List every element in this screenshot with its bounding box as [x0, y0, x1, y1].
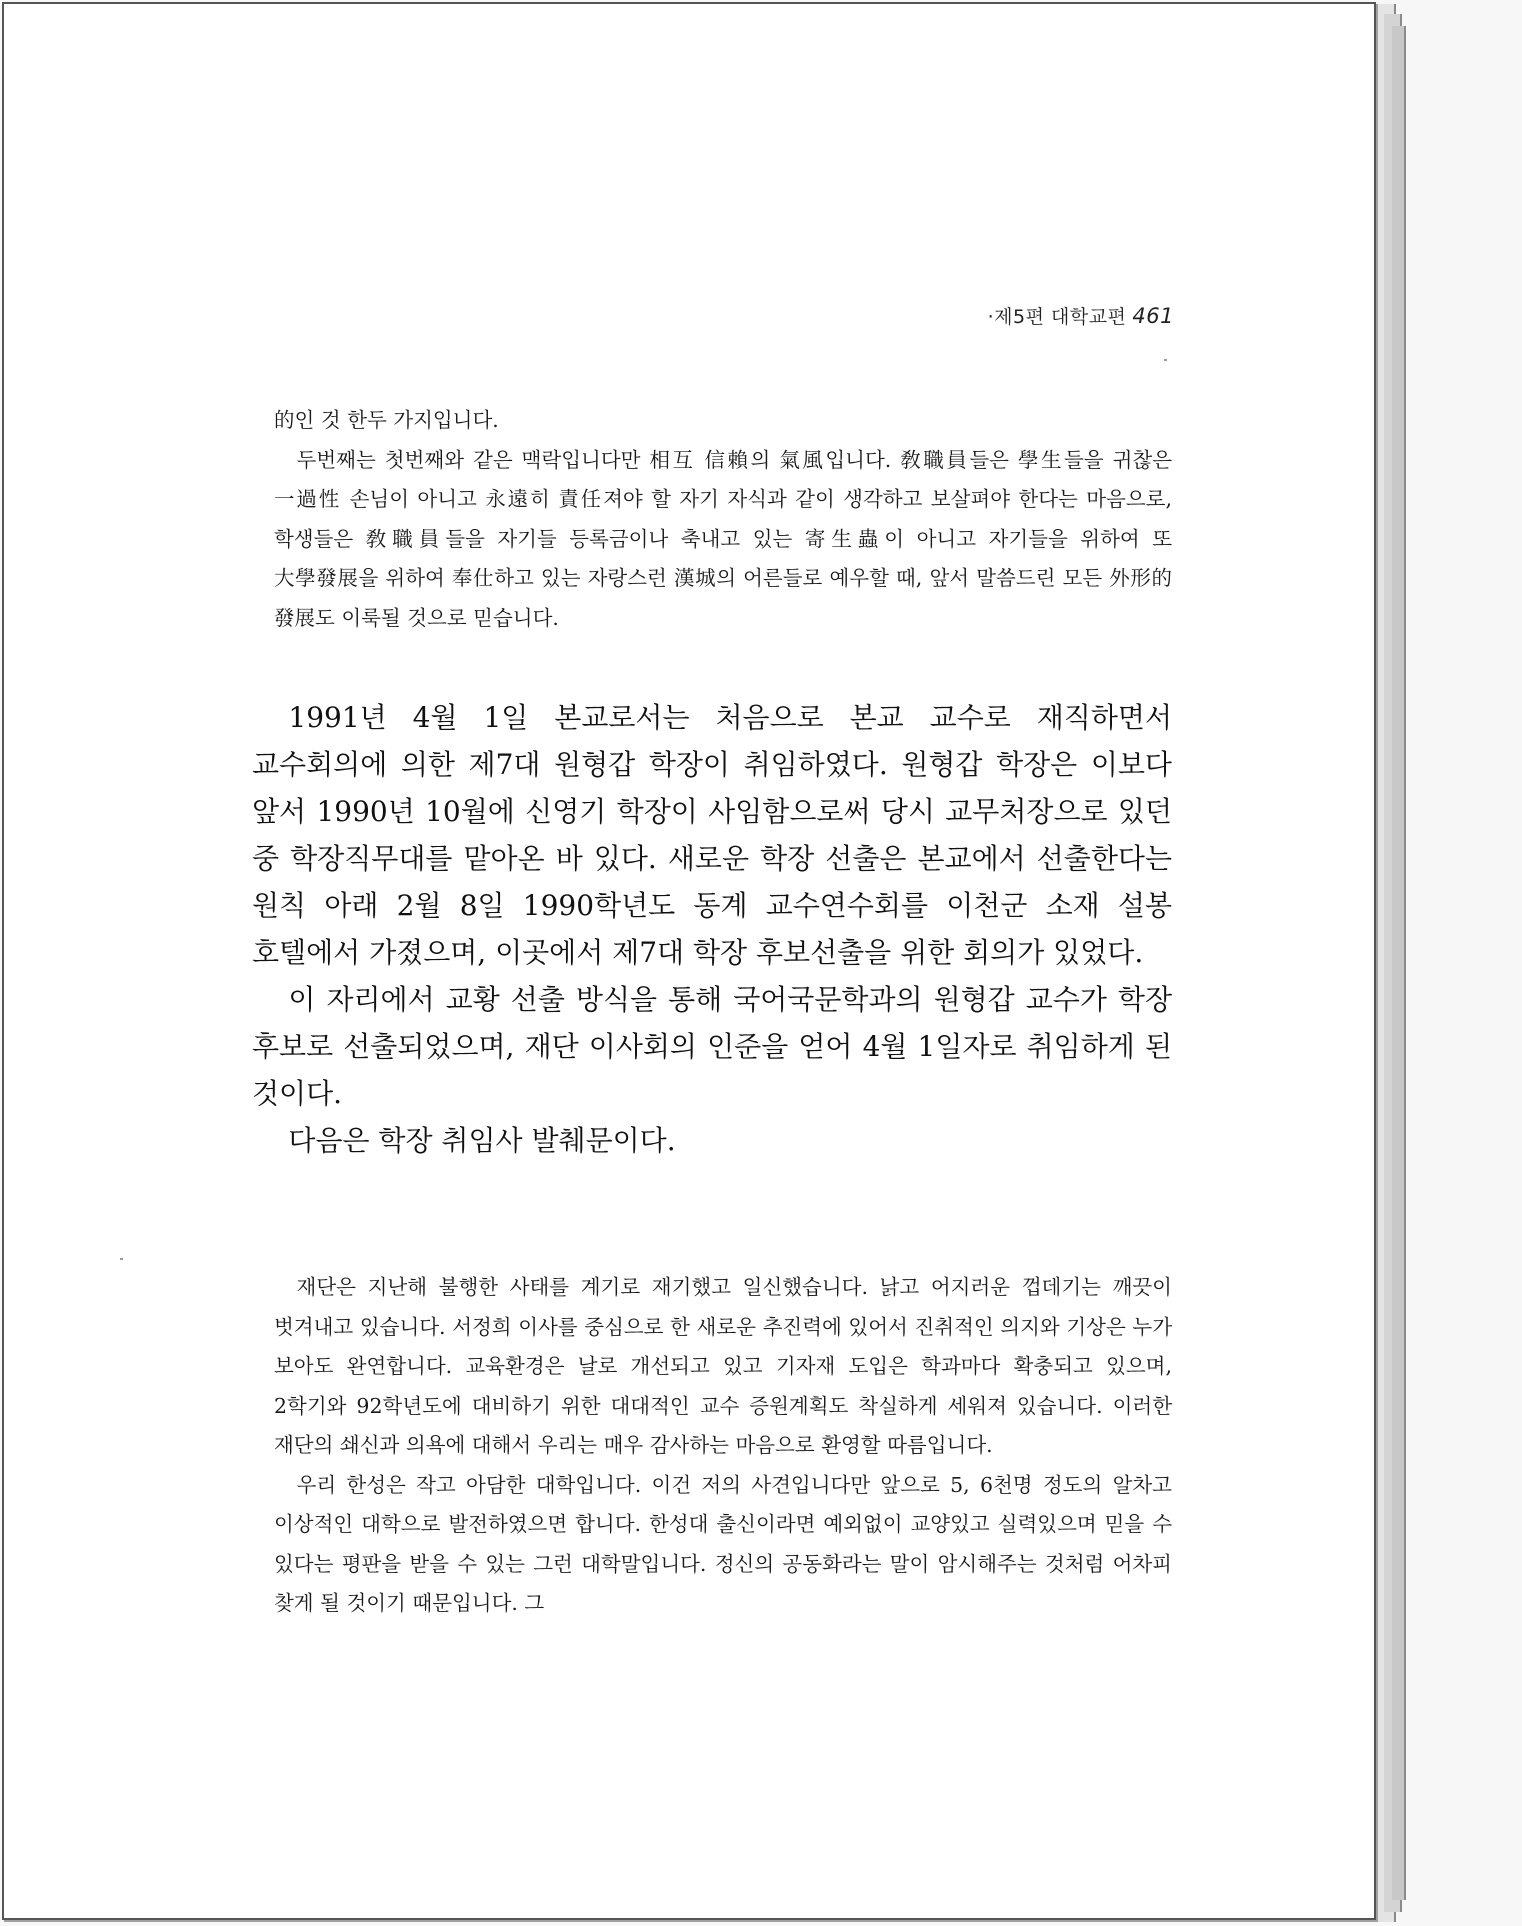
body-paragraph: 이 자리에서 교황 선출 방식을 통해 국어국문학과의 원형갑 교수가 학장 후보로 선출되었으며, 재단 이사회의 인준을 얻어 4월 1일자로 취임하게 된 것이다.	[252, 983, 1172, 1110]
quote-paragraph: 재단은 지난해 불행한 사태를 계기로 재기했고 일신했습니다. 낡고 어지러운 껍데기는 깨끗이 벗겨내고 있습니다. 서정희 이사를 중심으로 한 새로운 추진력에 있어서 진취적인 의지와 기상은 누가 보아도 완연합니다. 교육환경은 날로 개선되고 있고 기자재 도입은 학과마다 확충되고 있으며, 2학기와 92학년도에 대비하기 위한 대대적인 교수 증원계획도 착실하게 세워져 있습니다. 이러한 재단의 쇄신과 의욕에 대해서 우리는 매우 감사하는 마음으로 환영할 따름입니다.	[274, 1275, 1172, 1457]
quote-block-bottom	[274, 1268, 1172, 1624]
quote-paragraph: 우리 한성은 작고 아담한 대학입니다. 이건 저의 사견입니다만 앞으로 5, 6천명 정도의 알차고 이상적인 대학으로 발전하였으면 합니다. 한성대 출신이라면 예외없이 교양있고 실력있으며 믿을 수 있다는 평판을 받을 수 있는 그런 대학말입니다. 정신의 공동화라는 말이 암시해주는 것처럼 어차피 찾게 될 것이기 때문입니다. 그	[274, 1472, 1172, 1615]
page-sheet	[2, 2, 1376, 1920]
running-header	[924, 302, 1174, 329]
body-paragraph: 1991년 4월 1일 본교로서는 처음으로 본교 교수로 재직하면서 교수회의에 의한 제7대 원형갑 학장이 취임하였다. 원형갑 학장은 이보다 앞서 1990년 10월에 신영기 학장이 사임함으로써 당시 교무처장으로 있던 중 학장직무대를 맡아온 바 있다. 새로운 학장 선출은 본교에서 선출한다는 원칙 아래 2월 8일 1990학년도 동계 교수연수회를 이천군 소재 설봉 호텔에서 가졌으며, 이곳에서 제7대 학장 후보선출을 위한 회의가 있었다.	[252, 701, 1172, 969]
quote-paragraph: 두번째는 첫번째와 같은 맥락입니다만 相互 信賴의 氣風입니다. 敎職員들은 學生들을 귀찮은 一過性 손님이 아니고 永遠히 責任져야 할 자기 자식과 같이 생각하고 보살펴야 한다는 마음으로, 학생들은 敎職員들을 자기들 등록금이나 축내고 있는 寄生蟲이 아니고 자기들을 위하여 또 大學發展을 위하여 奉仕하고 있는 자랑스런 漢城의 어른들로 예우할 때, 앞서 말씀드린 모든 外形的 發展도 이룩될 것으로 믿습니다.	[274, 447, 1172, 630]
scan-speck	[1164, 359, 1167, 361]
scan-speck	[120, 1258, 123, 1260]
quote-paragraph: 的인 것 한두 가지입니다.	[274, 408, 499, 432]
body-paragraph: 다음은 학장 취임사 발췌문이다.	[288, 1124, 676, 1157]
page-edge	[1392, 26, 1406, 1900]
quote-block-top	[274, 401, 1172, 638]
section-title: ·제5편 대학교편	[987, 306, 1127, 328]
body-text	[252, 694, 1172, 1164]
page-number: 461	[1132, 304, 1174, 328]
